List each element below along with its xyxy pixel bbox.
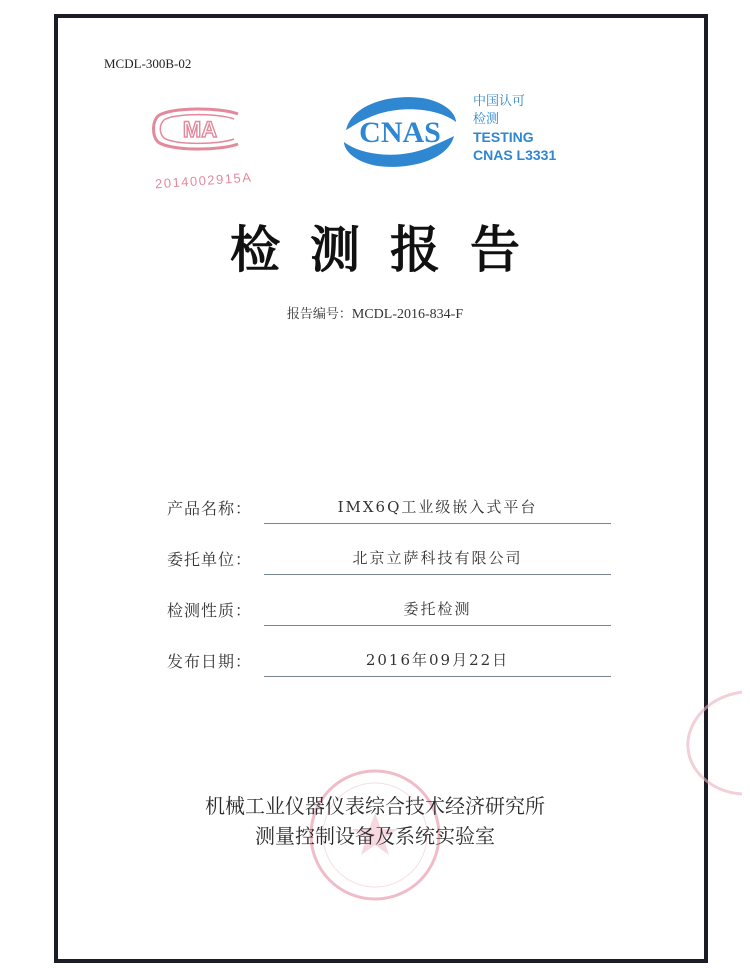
issuer-lab: 测量控制设备及系统实验室 <box>255 824 495 848</box>
field-value: IMX6Q工业级嵌入式平台 <box>337 498 538 516</box>
cnas-line-2: 检测 <box>473 111 500 126</box>
report-number-label: 报告编号： <box>286 307 352 322</box>
field-issue-date <box>167 649 611 685</box>
underline <box>264 574 611 575</box>
underline <box>264 523 611 524</box>
report-number-value: MCDL-2016-834-F <box>351 307 464 322</box>
underline <box>264 676 611 677</box>
cnas-line-3: TESTING <box>473 129 534 145</box>
report-number <box>0 303 750 323</box>
field-value: 2016年09月22日 <box>365 651 510 669</box>
cma-number: 2014002915A <box>154 169 253 192</box>
page-title: 检测报告 <box>230 221 550 279</box>
svg-text:MA: MA <box>182 117 218 142</box>
edge-seal-icon <box>682 688 750 798</box>
underline <box>264 625 611 626</box>
field-product-name <box>167 496 611 532</box>
field-label: 检测性质： <box>167 601 253 620</box>
field-value: 北京立萨科技有限公司 <box>352 549 523 567</box>
field-value: 委托检测 <box>403 600 472 618</box>
issuer-name: 机械工业仪器仪表综合技术经济研究所 <box>205 794 545 818</box>
cma-mark-icon <box>150 106 250 152</box>
field-test-type <box>167 598 611 634</box>
cnas-logo-icon <box>338 92 462 172</box>
svg-text:CNAS: CNAS <box>359 116 441 149</box>
cnas-line-4: CNAS L3331 <box>473 147 557 163</box>
cnas-accreditation-text <box>473 92 556 164</box>
form-code: MCDL-300B-02 <box>104 56 192 71</box>
field-label: 委托单位： <box>167 550 253 569</box>
cnas-line-1: 中国认可 <box>473 93 526 108</box>
field-label: 发布日期： <box>167 652 253 671</box>
field-client <box>167 547 611 583</box>
field-label: 产品名称： <box>167 499 253 518</box>
